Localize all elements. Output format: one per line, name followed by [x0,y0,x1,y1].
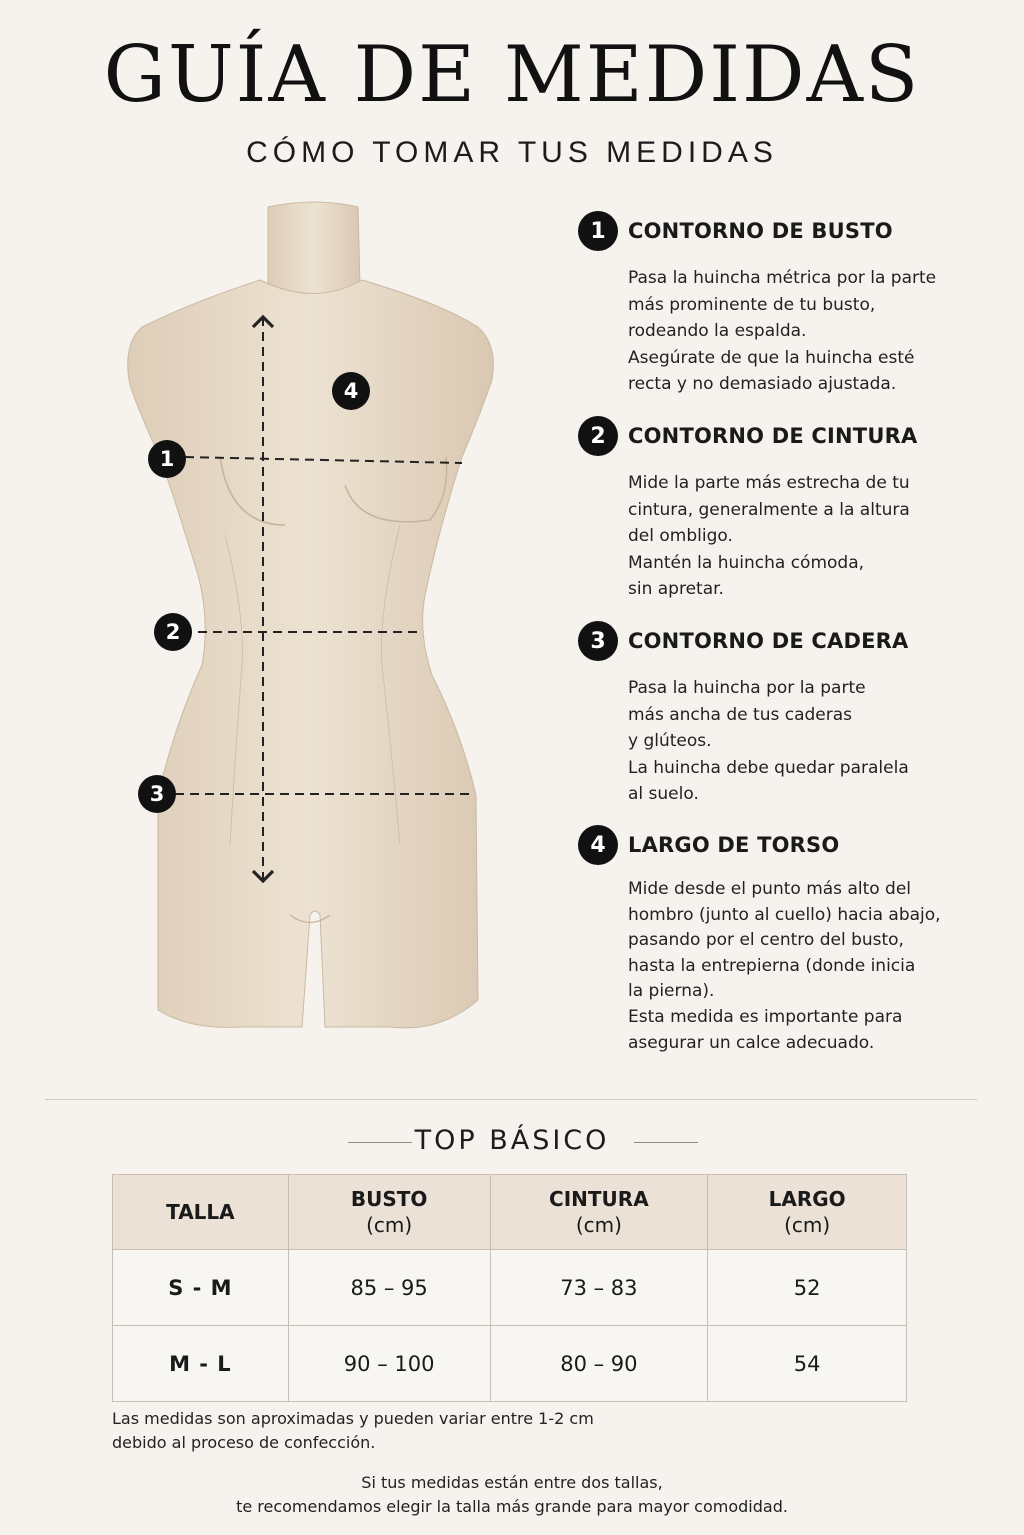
step-torso [578,825,998,1056]
table-section-title: TOP BÁSICO [414,1125,610,1156]
step-number: 1 [578,211,618,251]
step-line: del ombligo. [628,526,733,546]
table-header-row [113,1175,907,1250]
step-line: asegurar un calce adecuado. [628,1032,875,1053]
cell-cintura: 80 – 90 [490,1326,708,1402]
cell-cintura: 73 – 83 [490,1250,708,1326]
step-number: 2 [578,416,618,456]
step-title: CONTORNO DE CINTURA [628,424,918,448]
step-title: LARGO DE TORSO [628,833,840,857]
page-title: GUÍA DE MEDIDAS [103,30,921,120]
size-table [112,1174,907,1402]
header-unit: (cm) [575,1213,622,1237]
header-talla [113,1175,289,1250]
step-line: recta y no demasiado ajustada. [628,374,897,394]
step-line: más prominente de tu busto, [628,294,876,315]
step-line: al suelo. [628,784,699,804]
marker-bust: 1 [148,440,186,478]
step-line: la pierna). [628,981,715,1002]
step-waist [578,416,998,603]
step-line: Asegúrate de que la huincha esté [628,347,915,368]
step-line: y glúteos. [628,731,712,751]
cell-busto: 85 – 95 [288,1250,490,1326]
tip-line: Si tus medidas están entre dos tallas, [361,1473,663,1492]
step-number: 3 [578,621,618,661]
size-tip [0,1471,1024,1519]
step-description [628,877,998,1056]
step-line: sin apretar. [628,579,724,599]
page-subtitle: CÓMO TOMAR TUS MEDIDAS [246,136,778,169]
header-cintura [490,1175,708,1250]
table-row [113,1250,907,1326]
step-line: pasando por el centro del busto, [628,930,904,951]
note-line: Las medidas son aproximadas y pueden variar entre 1-2 cm [112,1409,594,1428]
step-line: más ancha de tus caderas [628,704,853,725]
step-line: rodeando la espalda. [628,321,807,341]
cell-busto: 90 – 100 [288,1326,490,1402]
header-label: CINTURA [549,1187,649,1211]
marker-hip: 3 [138,775,176,813]
step-line: Mantén la huincha cómoda, [628,552,865,573]
step-description [628,265,998,398]
disclaimer-note [112,1407,594,1455]
marker-waist: 2 [154,613,192,651]
header-label: BUSTO [350,1187,428,1211]
section-title-rule-right [634,1142,698,1143]
step-description [628,675,998,808]
step-line: La huincha debe quedar paralela [628,757,909,778]
header-busto [288,1175,490,1250]
header-label: TALLA [166,1200,235,1224]
cell-talla: S - M [113,1250,289,1326]
step-bust [578,211,998,398]
marker-torso: 4 [332,372,370,410]
cell-largo: 54 [708,1326,907,1402]
header-unit: (cm) [366,1213,413,1237]
step-line: cintura, generalmente a la altura [628,499,910,520]
step-line: Mide la parte más estrecha de tu [628,473,910,493]
step-line: hombro (junto al cuello) hacia abajo, [628,904,941,925]
cell-talla: M - L [113,1326,289,1402]
step-title: CONTORNO DE CADERA [628,629,909,653]
tip-line: te recomendamos elegir la talla más grande para mayor comodidad. [236,1497,788,1516]
step-line: Pasa la huincha métrica por la parte [628,268,937,288]
cell-largo: 52 [708,1250,907,1326]
step-line: Pasa la huincha por la parte [628,678,866,698]
header-unit: (cm) [784,1213,831,1237]
header-largo [708,1175,907,1250]
step-number: 4 [578,825,618,865]
step-hip [578,621,998,808]
step-line: Mide desde el punto más alto del [628,879,912,899]
section-divider [45,1099,977,1100]
note-line: debido al proceso de confección. [112,1433,376,1452]
table-row [113,1326,907,1402]
step-line: Esta medida es importante para [628,1006,903,1027]
step-title: CONTORNO DE BUSTO [628,219,893,243]
mannequin-figure [110,195,510,1045]
step-line: hasta la entrepierna (donde inicia [628,955,916,976]
header-label: LARGO [768,1187,846,1211]
step-description [628,470,998,603]
